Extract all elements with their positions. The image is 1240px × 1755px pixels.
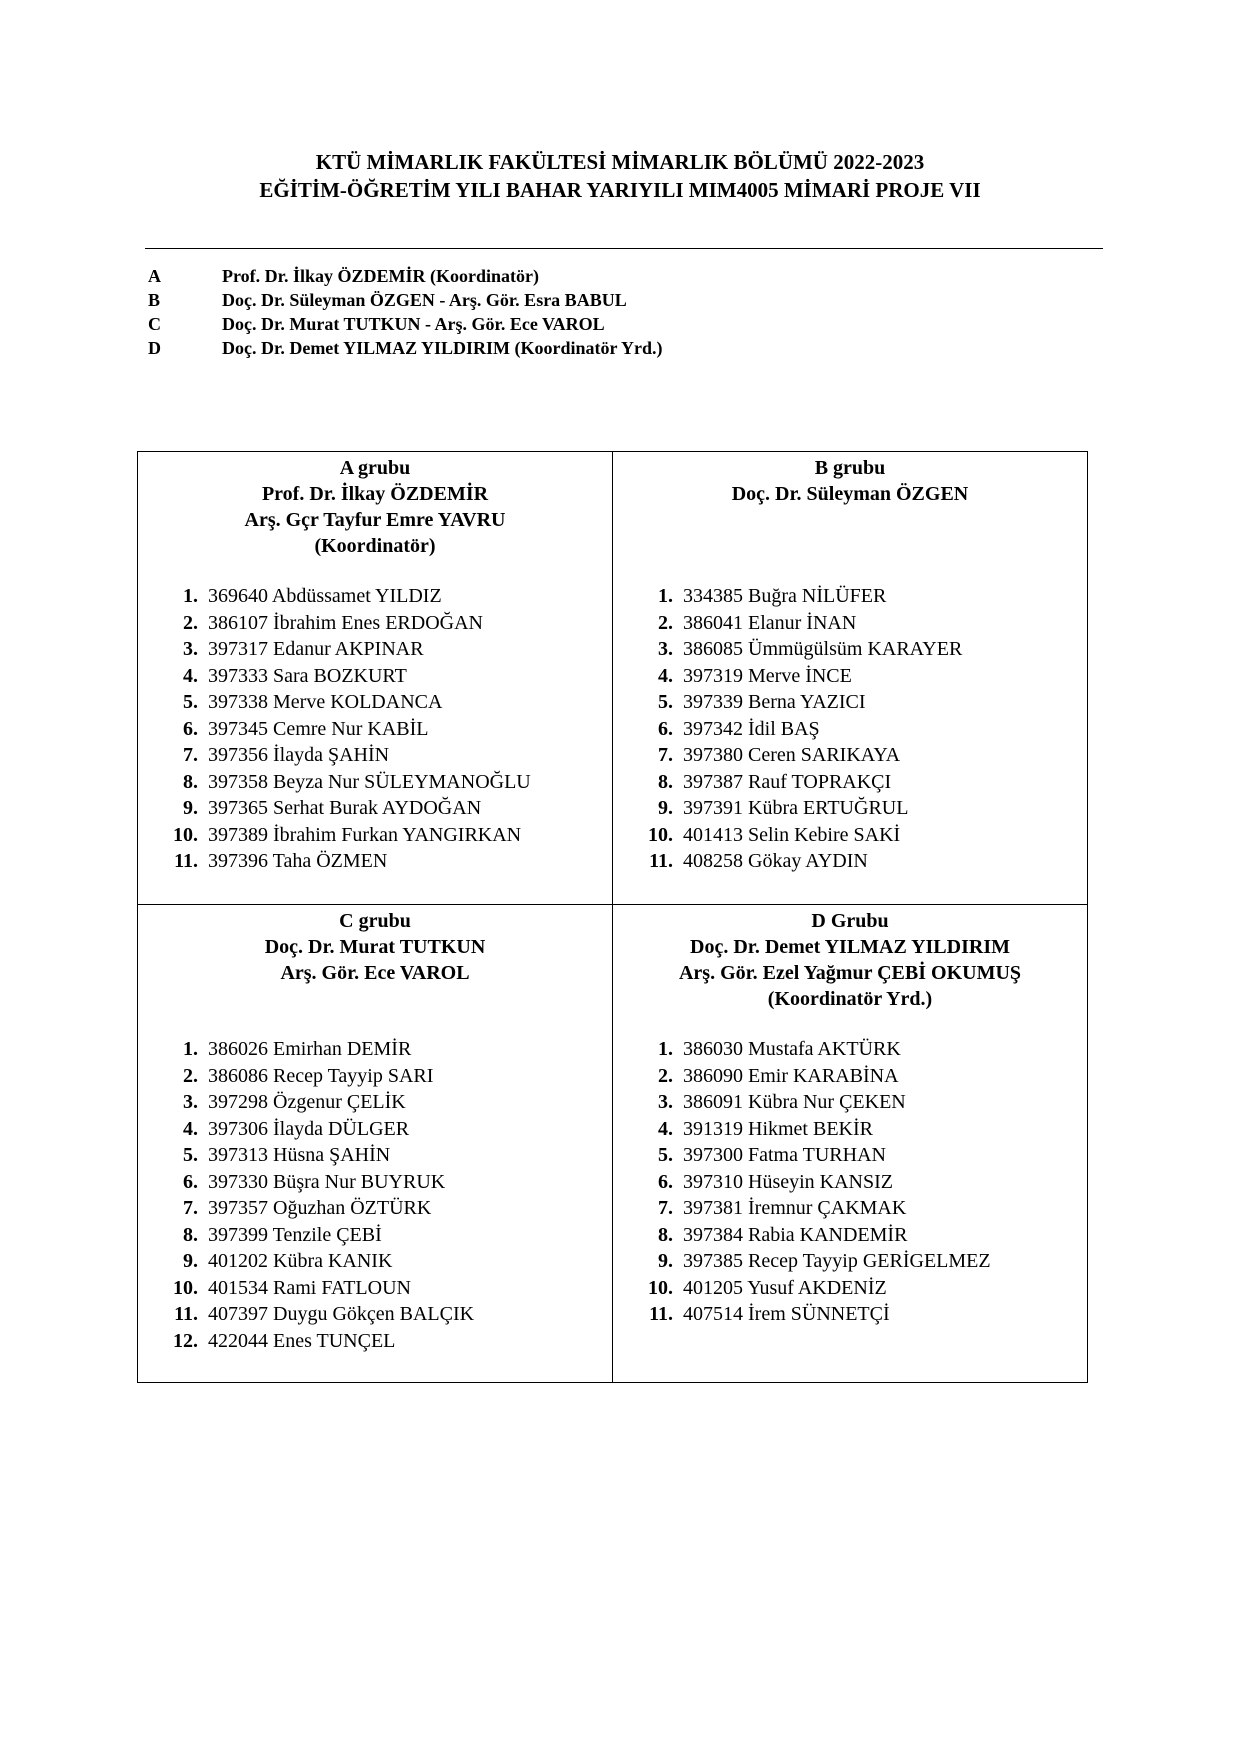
student-item	[613, 742, 1087, 769]
staff-name: Doç. Dr. Süleyman ÖZGEN - Arş. Gör. Esra BABUL	[222, 290, 627, 310]
student-name: 397310 Hüseyin KANSIZ	[683, 1170, 893, 1193]
staff-row	[148, 288, 662, 312]
student-item	[613, 689, 1087, 716]
student-item	[138, 1275, 612, 1302]
group-header	[613, 905, 1087, 1012]
student-item	[138, 769, 612, 796]
student-item	[138, 1142, 612, 1169]
student-item	[138, 1195, 612, 1222]
student-number: 6.	[183, 1170, 198, 1193]
student-number: 4.	[183, 664, 198, 687]
group-title: A grubu	[339, 457, 411, 479]
student-number: 3.	[183, 1091, 198, 1113]
student-item	[613, 1222, 1087, 1249]
student-number: 10.	[173, 823, 198, 846]
title-line-1: KTÜ MİMARLIK FAKÜLTESİ MİMARLIK BÖLÜMÜ 2022-2023	[315, 150, 925, 174]
student-item	[613, 1036, 1087, 1063]
student-number: 3.	[658, 638, 673, 660]
student-number: 6.	[658, 717, 673, 740]
student-number: 1.	[658, 585, 673, 607]
group-cell-a	[138, 452, 613, 905]
student-item	[613, 1195, 1087, 1222]
student-name: 397391 Kübra ERTUĞRUL	[683, 797, 909, 819]
student-number: 11.	[174, 850, 198, 872]
student-item	[613, 1142, 1087, 1169]
student-number: 6.	[183, 717, 198, 740]
student-name: 397345 Cemre Nur KABİL	[208, 717, 429, 740]
student-item	[138, 822, 612, 849]
student-number: 7.	[183, 744, 198, 766]
document-title	[0, 148, 1240, 204]
group-header	[138, 452, 612, 559]
group-header	[613, 452, 1087, 559]
student-name: 397317 Edanur AKPINAR	[208, 638, 424, 660]
staff-letter: B	[148, 290, 161, 310]
staff-row	[148, 336, 662, 360]
group-instructor-line: Arş. Gçr Tayfur Emre YAVRU	[244, 509, 506, 531]
student-name: 334385 Buğra NİLÜFER	[683, 585, 887, 607]
student-name: 397384 Rabia KANDEMİR	[683, 1223, 908, 1246]
student-item	[138, 583, 612, 610]
student-name: 397357 Oğuzhan ÖZTÜRK	[208, 1197, 432, 1219]
student-number: 4.	[183, 1117, 198, 1140]
student-name: 397313 Hüsna ŞAHİN	[208, 1144, 391, 1166]
student-name: 397356 İlayda ŞAHİN	[208, 744, 390, 766]
student-name: 397338 Merve KOLDANCA	[208, 691, 443, 713]
student-name: 397385 Recep Tayyip GERİGELMEZ	[683, 1250, 991, 1272]
student-name: 391319 Hikmet BEKİR	[683, 1117, 873, 1140]
group-instructor-line: (Koordinatör Yrd.)	[767, 988, 933, 1010]
student-name: 397330 Büşra Nur BUYRUK	[208, 1170, 446, 1193]
student-list	[613, 583, 1087, 875]
staff-name: Prof. Dr. İlkay ÖZDEMİR (Koordinatör)	[222, 266, 539, 286]
student-item	[613, 769, 1087, 796]
staff-name: Doç. Dr. Murat TUTKUN - Arş. Gör. Ece VAROL	[222, 314, 605, 334]
student-name: 397381 İremnur ÇAKMAK	[683, 1197, 907, 1219]
student-number: 7.	[658, 744, 673, 766]
group-instructor-line: Doç. Dr. Murat TUTKUN	[264, 936, 486, 958]
student-name: 401205 Yusuf AKDENİZ	[683, 1276, 887, 1299]
student-item	[138, 742, 612, 769]
student-name: 386091 Kübra Nur ÇEKEN	[683, 1091, 906, 1113]
student-number: 11.	[174, 1303, 198, 1325]
student-number: 5.	[658, 691, 673, 713]
student-number: 7.	[183, 1197, 198, 1219]
student-name: 397342 İdil BAŞ	[683, 717, 820, 740]
student-number: 9.	[183, 797, 198, 819]
staff-letter: D	[148, 338, 161, 358]
student-number: 5.	[658, 1144, 673, 1166]
student-number: 6.	[658, 1170, 673, 1193]
student-item	[613, 1063, 1087, 1090]
horizontal-rule	[145, 248, 1103, 249]
student-item	[138, 1169, 612, 1196]
group-instructor-line: (Koordinatör)	[314, 535, 436, 557]
student-number: 10.	[648, 1276, 673, 1299]
student-name: 369640 Abdüssamet YILDIZ	[208, 585, 442, 607]
student-item	[613, 583, 1087, 610]
title-line-2: EĞİTİM-ÖĞRETİM YILI BAHAR YARIYILI MIM4005 MİMARİ PROJE VII	[259, 178, 981, 202]
student-number: 5.	[183, 1144, 198, 1166]
student-name: 422044 Enes TUNÇEL	[208, 1329, 396, 1352]
student-number: 4.	[658, 664, 673, 687]
student-name: 397365 Serhat Burak AYDOĞAN	[208, 797, 482, 819]
student-name: 397298 Özgenur ÇELİK	[208, 1091, 406, 1113]
student-number: 5.	[183, 691, 198, 713]
group-instructor-line: Prof. Dr. İlkay ÖZDEMİR	[261, 483, 489, 505]
student-item	[613, 716, 1087, 743]
groups-table	[137, 451, 1088, 1383]
student-name: 397358 Beyza Nur SÜLEYMANOĞLU	[208, 770, 531, 793]
student-item	[138, 610, 612, 637]
group-title: C grubu	[339, 910, 411, 932]
student-number: 10.	[648, 823, 673, 846]
student-number: 2.	[658, 611, 673, 634]
staff-list	[148, 264, 662, 360]
student-name: 401413 Selin Kebire SAKİ	[683, 823, 901, 846]
student-item	[138, 1222, 612, 1249]
group-title: B grubu	[814, 457, 886, 479]
staff-row	[148, 312, 662, 336]
group-instructor-line: Doç. Dr. Demet YILMAZ YILDIRIM	[690, 936, 1010, 958]
student-item	[613, 848, 1087, 875]
student-item	[613, 663, 1087, 690]
student-name: 397306 İlayda DÜLGER	[208, 1117, 410, 1140]
group-header	[138, 905, 612, 1012]
student-item	[613, 1116, 1087, 1143]
student-name: 386090 Emir KARABİNA	[683, 1064, 899, 1087]
student-item	[138, 663, 612, 690]
student-item	[138, 1248, 612, 1275]
student-number: 3.	[183, 638, 198, 660]
student-number: 11.	[649, 850, 673, 872]
student-item	[138, 795, 612, 822]
group-title: D Grubu	[811, 910, 889, 932]
student-name: 397396 Taha ÖZMEN	[208, 850, 388, 872]
group-instructor-line: Arş. Gör. Ece VAROL	[280, 962, 470, 984]
student-number: 11.	[649, 1303, 673, 1325]
student-list	[138, 583, 612, 875]
student-item	[613, 1089, 1087, 1116]
staff-row	[148, 264, 662, 288]
student-name: 386086 Recep Tayyip SARI	[208, 1064, 434, 1087]
student-name: 386026 Emirhan DEMİR	[208, 1038, 412, 1060]
student-item	[613, 822, 1087, 849]
student-number: 4.	[658, 1117, 673, 1140]
student-name: 401534 Rami FATLOUN	[208, 1276, 411, 1299]
student-name: 386107 İbrahim Enes ERDOĞAN	[208, 611, 483, 634]
student-number: 1.	[183, 585, 198, 607]
student-number: 8.	[183, 770, 198, 793]
student-item	[613, 1275, 1087, 1302]
staff-letter: A	[148, 266, 161, 286]
student-item	[613, 795, 1087, 822]
student-name: 397300 Fatma TURHAN	[683, 1144, 886, 1166]
student-name: 407514 İrem SÜNNETÇİ	[683, 1303, 890, 1325]
student-number: 7.	[658, 1197, 673, 1219]
student-number: 2.	[183, 1064, 198, 1087]
student-name: 397333 Sara BOZKURT	[208, 664, 407, 687]
student-number: 9.	[658, 1250, 673, 1272]
student-name: 397319 Merve İNCE	[683, 664, 852, 687]
student-name: 397399 Tenzile ÇEBİ	[208, 1223, 382, 1246]
student-item	[138, 1089, 612, 1116]
student-number: 10.	[173, 1276, 198, 1299]
student-item	[138, 1328, 612, 1355]
student-list	[138, 1036, 612, 1354]
student-name: 397339 Berna YAZICI	[683, 691, 866, 713]
student-item	[613, 1301, 1087, 1328]
student-item	[138, 1301, 612, 1328]
student-item	[138, 1036, 612, 1063]
student-number: 12.	[173, 1329, 198, 1352]
student-number: 9.	[183, 1250, 198, 1272]
student-number: 9.	[658, 797, 673, 819]
group-instructor-line: Doç. Dr. Süleyman ÖZGEN	[731, 483, 969, 505]
student-number: 1.	[658, 1038, 673, 1060]
group-instructor-line: Arş. Gör. Ezel Yağmur ÇEBİ OKUMUŞ	[678, 962, 1022, 984]
student-name: 401202 Kübra KANIK	[208, 1250, 393, 1272]
student-item	[613, 1169, 1087, 1196]
student-name: 386041 Elanur İNAN	[683, 611, 857, 634]
student-name: 397380 Ceren SARIKAYA	[683, 744, 901, 766]
student-name: 397387 Rauf TOPRAKÇI	[683, 770, 892, 793]
group-cell-c	[138, 905, 613, 1383]
student-number: 3.	[658, 1091, 673, 1113]
group-cell-d	[613, 905, 1088, 1383]
student-item	[613, 610, 1087, 637]
student-item	[613, 636, 1087, 663]
student-name: 386030 Mustafa AKTÜRK	[683, 1038, 901, 1060]
student-item	[138, 689, 612, 716]
student-name: 408258 Gökay AYDIN	[683, 850, 868, 872]
student-item	[138, 716, 612, 743]
student-item	[138, 1063, 612, 1090]
student-item	[138, 1116, 612, 1143]
student-item	[613, 1248, 1087, 1275]
student-number: 8.	[183, 1223, 198, 1246]
student-name: 397389 İbrahim Furkan YANGIRKAN	[208, 823, 522, 846]
student-item	[138, 636, 612, 663]
group-cell-b	[613, 452, 1088, 905]
student-number: 8.	[658, 1223, 673, 1246]
student-item	[138, 848, 612, 875]
student-number: 2.	[658, 1064, 673, 1087]
staff-name: Doç. Dr. Demet YILMAZ YILDIRIM (Koordinatör Yrd.)	[222, 338, 663, 358]
student-name: 407397 Duygu Gökçen BALÇIK	[208, 1303, 475, 1325]
student-number: 1.	[183, 1038, 198, 1060]
student-list	[613, 1036, 1087, 1328]
student-number: 2.	[183, 611, 198, 634]
student-name: 386085 Ümmügülsüm KARAYER	[683, 638, 963, 660]
student-number: 8.	[658, 770, 673, 793]
staff-letter: C	[148, 314, 161, 334]
